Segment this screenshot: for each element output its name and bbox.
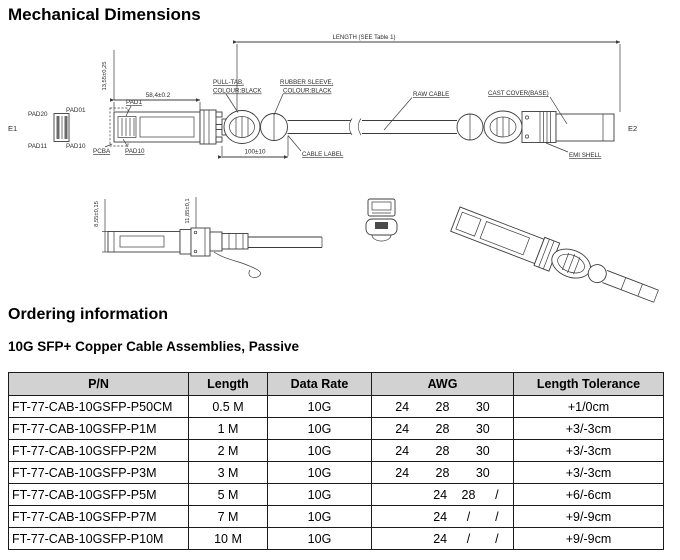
table-row: [9, 528, 664, 550]
pad11-label: PAD11: [28, 143, 48, 150]
cell-pn: FT-77-CAB-10GSFP-P2M: [9, 440, 189, 462]
cell-tolerance: +1/0cm: [514, 396, 664, 418]
cell-data-rate: 10G: [268, 396, 372, 418]
pcba-callout: PCBA: [93, 148, 111, 155]
side-height-label: 8,55±0,15: [94, 201, 100, 227]
table-row: [9, 462, 664, 484]
cell-pn: FT-77-CAB-10GSFP-P7M: [9, 506, 189, 528]
cell-awg: 24 28 30: [372, 462, 514, 484]
cell-tolerance: +6/-6cm: [514, 484, 664, 506]
e2-label: E2: [628, 124, 638, 133]
cell-length: 5 M: [189, 484, 268, 506]
table-row: [9, 396, 664, 418]
cable-label-callout: CABLE LABEL: [302, 151, 344, 158]
cell-awg: 24 / /: [372, 506, 514, 528]
pull-tab-callout-line1: PULL-TAB,: [213, 79, 244, 86]
cell-length: 10 M: [189, 528, 268, 550]
cell-tolerance: +9/-9cm: [514, 506, 664, 528]
ordering-table: [8, 372, 664, 550]
pad20-label: PAD20: [28, 111, 48, 118]
page-title: Mechanical Dimensions: [8, 5, 201, 24]
body-length-label: 58,4±0.2: [145, 92, 171, 99]
cell-tolerance: +9/-9cm: [514, 528, 664, 550]
cell-awg: 24 28 30: [372, 440, 514, 462]
header-awg: AWG: [372, 373, 514, 396]
pad10-label: PAD10: [66, 143, 86, 150]
cell-data-rate: 10G: [268, 440, 372, 462]
cell-awg: 24 / /: [372, 528, 514, 550]
side-width-label: 11,85±0,1: [185, 198, 191, 224]
e1-pad-detail: [8, 107, 86, 150]
cell-length: 2 M: [189, 440, 268, 462]
cell-data-rate: 10G: [268, 418, 372, 440]
cell-length: 1 M: [189, 418, 268, 440]
table-caption: 10G SFP+ Copper Cable Assemblies, Passive: [8, 339, 300, 354]
length-dimension: [237, 35, 620, 112]
tab-length-label: 100±10: [244, 148, 266, 156]
header-pn: P/N: [9, 373, 189, 396]
cell-pn: FT-77-CAB-10GSFP-P5M: [9, 484, 189, 506]
table-row: [9, 484, 664, 506]
cell-tolerance: +3/-3cm: [514, 418, 664, 440]
sfp-connector-isometric-view: [450, 205, 661, 305]
cell-data-rate: 10G: [268, 506, 372, 528]
cell-length: 3 M: [189, 462, 268, 484]
length-dimension-label: LENGTH (SEE Table 1): [332, 35, 396, 41]
sfp-connector-side-view: [94, 197, 322, 278]
raw-cable-callout: RAW CABLE: [413, 91, 450, 98]
pad01-label: PAD01: [66, 107, 86, 114]
cell-data-rate: 10G: [268, 528, 372, 550]
cell-awg: 24 28 /: [372, 484, 514, 506]
cell-data-rate: 10G: [268, 462, 372, 484]
sfp-connector-right-top-view: [457, 111, 637, 143]
table-row: [9, 440, 664, 462]
body-length-dimension: [102, 50, 200, 111]
emi-shell-callout: EMI SHELL: [569, 152, 602, 159]
pad10-callout: PAD10: [125, 148, 145, 155]
pad1-callout: PAD1: [126, 99, 142, 106]
header-length: Length: [189, 373, 268, 396]
cell-pn: FT-77-CAB-10GSFP-P3M: [9, 462, 189, 484]
cell-pn: FT-77-CAB-10GSFP-P10M: [9, 528, 189, 550]
cell-pn: FT-77-CAB-10GSFP-P1M: [9, 418, 189, 440]
e1-label: E1: [8, 124, 18, 133]
cell-tolerance: +3/-3cm: [514, 462, 664, 484]
table-row: [9, 506, 664, 528]
header-data-rate: Data Rate: [268, 373, 372, 396]
sfp-connector-front-view: [366, 199, 397, 241]
cell-length: 0.5 M: [189, 396, 268, 418]
cell-data-rate: 10G: [268, 484, 372, 506]
table-row: [9, 418, 664, 440]
rubber-sleeve-callout-line2: COLOUR:BLACK: [283, 87, 332, 95]
cell-tolerance: +3/-3cm: [514, 440, 664, 462]
cell-awg: 24 28 30: [372, 396, 514, 418]
table-header-row: [9, 373, 664, 396]
cell-length: 7 M: [189, 506, 268, 528]
cell-pn: FT-77-CAB-10GSFP-P50CM: [9, 396, 189, 418]
sfp-connector-left-top-view: [110, 108, 288, 146]
rubber-sleeve-callout-line1: RUBBER SLEEVE,: [280, 79, 334, 86]
pull-tab-callout-line2: COLOUR:BLACK: [213, 87, 262, 95]
cell-awg: 24 28 30: [372, 418, 514, 440]
cast-cover-callout: CAST COVER(BASE): [488, 90, 549, 97]
body-height-label: 13,55±0,25: [102, 61, 108, 91]
section-title-ordering: Ordering information: [8, 306, 168, 323]
raw-cable-run: [288, 119, 458, 136]
header-length-tolerance: Length Tolerance: [514, 373, 664, 396]
